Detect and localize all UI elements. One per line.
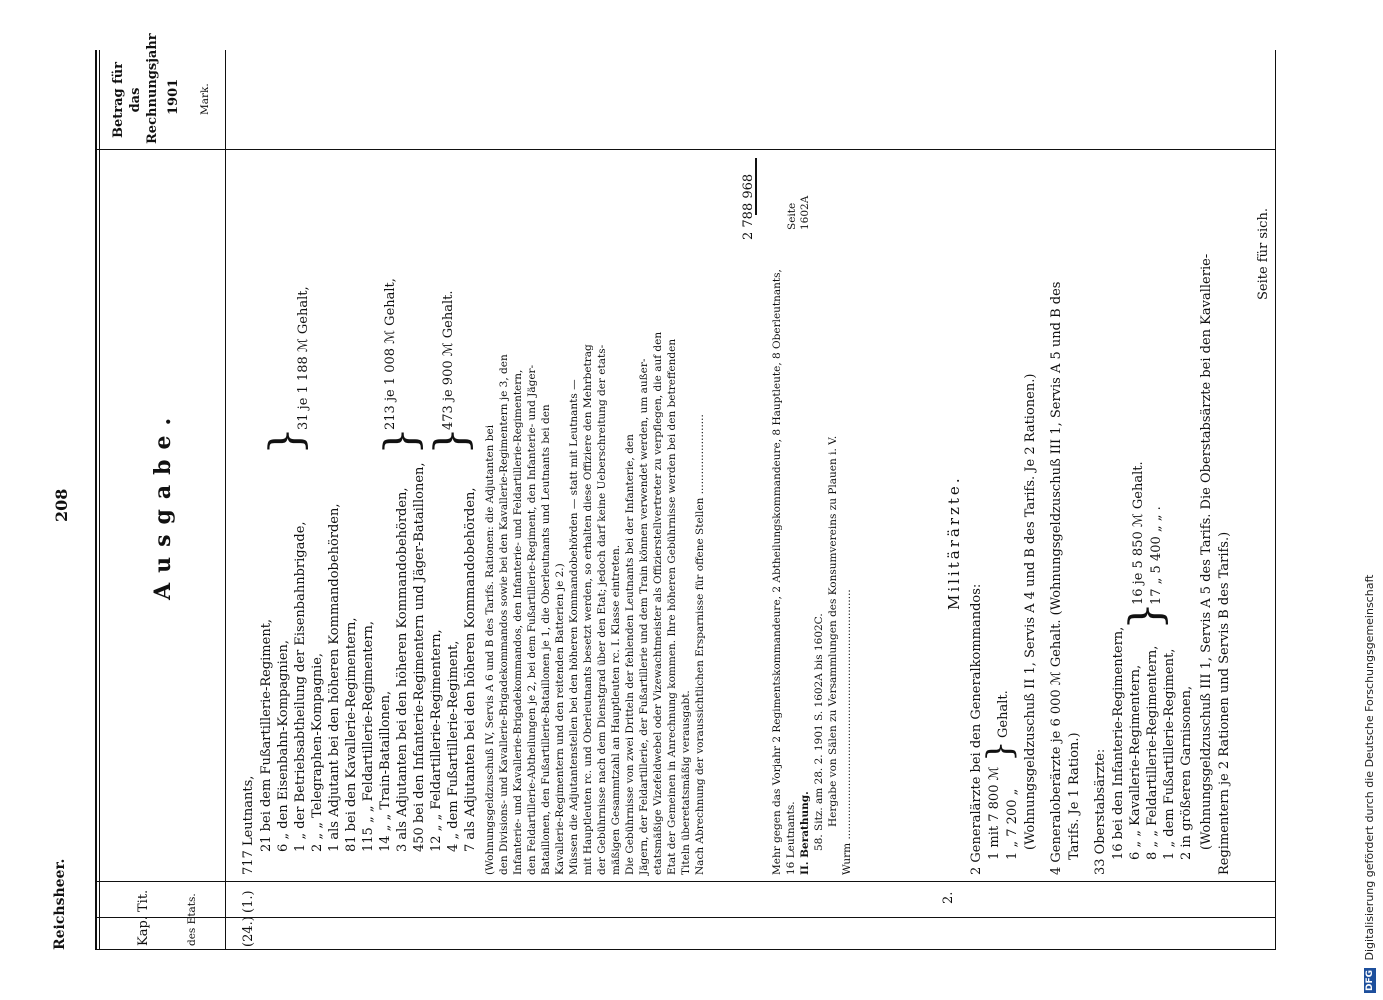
brace: } <box>376 427 427 455</box>
note-seite: Seite <box>786 202 798 230</box>
tit-ref: (1.) <box>241 890 256 913</box>
list-item: 6 „ den Eisenbahn-Kompagnien, <box>276 639 291 852</box>
text-line: Müssen die Adjutantenstellen bei den höheren Kommandobehörden — statt mit Leutnants — <box>568 379 580 875</box>
page-number: 208 <box>52 488 71 522</box>
block1-amount: 2 788 968 <box>741 173 756 240</box>
column-divider-kap <box>95 917 1275 918</box>
note <box>770 269 854 875</box>
list-item: 21 bei dem Fußartillerie-Regiment, <box>259 618 274 852</box>
block2-line: 33 Oberstabsärzte: <box>1093 748 1108 875</box>
tit-ref-2: 2. <box>941 891 956 904</box>
list-item: 3 als Adjutanten bei den höheren Kommandobehörden, <box>395 487 410 852</box>
note-line: 16 Leutnants. <box>785 801 797 875</box>
list-item: 115 „ „ Feldartillerie-Regimentern, <box>361 621 376 852</box>
text-line: Titeln überetatsmäßig verausgabt. <box>680 690 692 875</box>
note-wurm: Wurm ........................................................................... <box>841 589 853 875</box>
text-line: Jägern, der Feldartillerie, der Fußartillerie und dem Train können verwendet werden, um außer- <box>638 358 650 875</box>
block2-gehalt: Gehalt. <box>996 690 1011 738</box>
list-item: 1 „ dem Fußartillerie-Regiment, <box>1162 648 1177 860</box>
note-line: Mehr gegen das Vorjahr 2 Regimentskommandeure, 2 Abtheilungskommandeure, 8 Hauptleute, 8 Oberleutnants, <box>771 269 783 875</box>
list-item: 16 bei den Infanterie-Regimentern, <box>1111 626 1126 860</box>
text-line: Infanterie- und Kavallerie-Brigadekommandos, den Infanterie- und Feldartillerie-Regimentern, <box>512 369 524 875</box>
kap-ref: (24.) <box>241 916 256 947</box>
brace: } <box>261 427 312 455</box>
block1-paragraph <box>483 332 707 875</box>
col-kap-header: Kap. <box>136 916 151 946</box>
list-item: 4 „ dem Fußartillerie-Regiment, <box>446 640 461 852</box>
note-hergabe: Hergabe von Sälen zu Versammlungen des Konsumvereins zu Plauen i. V. <box>827 435 839 827</box>
brace-label-2: 213 je 1 008 ℳ Gehalt, <box>383 278 398 430</box>
text-line: Kavallerie-Regimentern und den reitenden Batterien je 2.) <box>554 563 566 875</box>
list-item: 81 bei den Kavallerie-Regimentern, <box>344 617 359 852</box>
note-sitz: 58. Sitz. am 28. 2. 1901 S. 1602A bis 1602C. <box>813 613 825 851</box>
col-tit-header: Tit. <box>136 889 151 912</box>
block2-line: 2 Generalärzte bei den Generalkommandos: <box>969 583 984 875</box>
list-item: 8 „ „ Feldartillerie-Regimentern, <box>1145 645 1160 860</box>
section-title: Ausgabe. <box>150 407 176 600</box>
text-line: mit Hauptleuten rc. und Oberleutnants besetzt werden, so erhalten diese Offiziere den Mehrbetrag <box>582 344 594 875</box>
brace-label-3: 473 je 900 ℳ Gehalt. <box>441 290 456 430</box>
note-seite-ref: 1602A <box>799 195 811 230</box>
block2-line: (Wohnungsgeldzuschuß III 1, Servis A 5 des Tarifs. Die Oberstabsärzte bei den Kavallerie- <box>1199 253 1214 850</box>
col-betrag-header: Betrag für das Rechnungsjahr <box>111 33 160 144</box>
col-des-etats-header: des Etats. <box>186 893 198 946</box>
brace-label-1: 31 je 1 188 ℳ Gehalt, <box>296 286 311 430</box>
block2-footer: Seite für sich. <box>1256 208 1271 300</box>
text-line: Bataillonen, den Fußartillerie-Bataillonen je 1, die Oberleutnants und Leutnants bei den <box>540 404 552 875</box>
block1-list <box>258 462 479 852</box>
text-line: der Gebührnisse nach dem Dienstgrad über den Etat; jedoch darf keine Ueberschreitung der etats- <box>596 344 608 875</box>
list-item: 14 „ „ Train-Bataillonen, <box>378 690 393 852</box>
dfg-logo: DFG <box>1365 969 1375 991</box>
list-item: 2 in größeren Garnisonen, <box>1179 685 1194 860</box>
block2-brace-2: 17 „ 5 400 „ „ . <box>1149 506 1164 605</box>
list-item: 7 als Adjutanten bei den höheren Kommandobehörden, <box>463 487 478 852</box>
block2-list <box>1110 627 1195 860</box>
list-item: 1 „ der Betriebsabtheilung der Eisenbahnbrigade, <box>293 521 308 852</box>
brace: } <box>426 427 477 455</box>
block2-line: (Wohnungsgeldzuschuß II 1, Servis A 4 und B des Tarifs. Je 2 Rationen.) <box>1023 373 1038 850</box>
block2-title: Militärärzte. <box>945 475 963 610</box>
list-item: 450 bei den Infanterie-Regimentern und Jäger-Bataillonen, <box>412 462 427 852</box>
block2-line: 1 „ 7 200 „ <box>1005 788 1020 860</box>
table-header-rule <box>225 50 226 950</box>
list-item: 12 „ „ Feldartillerie-Regimentern, <box>429 629 444 852</box>
note-divider <box>755 158 757 215</box>
text-line: Etat der Gemeinen in Anrechnung kommen. Ihre höheren Gebührnisse werden bei den betreffenden <box>666 338 678 875</box>
block2-brace-1: 16 je 5 850 ℳ Gehalt. <box>1131 461 1146 605</box>
table-top-rule-2 <box>99 50 100 950</box>
brace: } <box>1121 602 1172 630</box>
brace: } <box>980 740 1020 762</box>
table-bottom-rule <box>1275 50 1276 950</box>
column-divider-amount <box>95 149 1275 150</box>
block2-line: 4 Generaloberärzte je 6 000 ℳ Gehalt. (Wohnungsgeldzuschuß III 1, Servis A 5 und B des <box>1049 281 1064 875</box>
list-item: 1 als Adjutant bei den höheren Kommandobehörden, <box>327 503 342 852</box>
text-line: etatsmäßige Vizefeldwebel oder Vizewachtmeister als Offizierstellvertreter zu verpflegen, die auf den <box>652 331 664 875</box>
text-line: den Divisions- und Kavallerie-Brigadekommandos sowie bei den Kavallerie-Regimentern je 3, den <box>498 354 510 875</box>
block2-line: Regimentern je 2 Rationen und Servis B des Tarifs.) <box>1217 531 1232 875</box>
list-item: 2 „ „ Telegraphen-Kompagnie, <box>310 652 325 852</box>
table-top-rule <box>95 50 97 950</box>
block1-head: 717 Leutnants, <box>241 775 256 875</box>
block2-line: Tarifs. Je 1 Ration.) <box>1067 732 1082 860</box>
running-title: Reichsheer. <box>52 858 68 950</box>
col-year: 1901 <box>166 78 181 115</box>
text-line: mäßigen Gesammtzahl an Hauptleuten rc. I. Klasse eintreten. <box>610 544 622 875</box>
block2-line: 1 mit 7 800 ℳ <box>987 766 1002 860</box>
note-beratung: II. Berathung. <box>799 791 811 875</box>
text-line: (Wohnungsgeldzuschuß IV, Servis A 6 und B des Tarifs. Rationen: die Adjutanten bei <box>484 424 496 875</box>
list-item: 6 „ „ Kavallerie-Regimentern, <box>1128 664 1143 860</box>
col-unit: Mark. <box>199 83 211 115</box>
table-left-border <box>95 949 1275 950</box>
credit-text: Digitalisierung gefördert durch die Deutsche Forschungsgemeinschaft <box>1363 574 1376 961</box>
text-line: Nach Abrechnung der voraussichtlichen Ersparnisse für offene Stellen ........................ <box>694 414 706 875</box>
digitization-credit <box>1363 8 1377 993</box>
text-line: Die Gebührnisse von zwei Dritteln der fehlenden Leutnants bei der Infanterie, den <box>624 434 636 875</box>
column-divider-tit <box>95 881 1275 882</box>
text-line: den Feldartillerie-Abtheilungen je 2, bei dem Fußartillerie-Regiment, den Infanterie- und Jäger- <box>526 364 538 875</box>
